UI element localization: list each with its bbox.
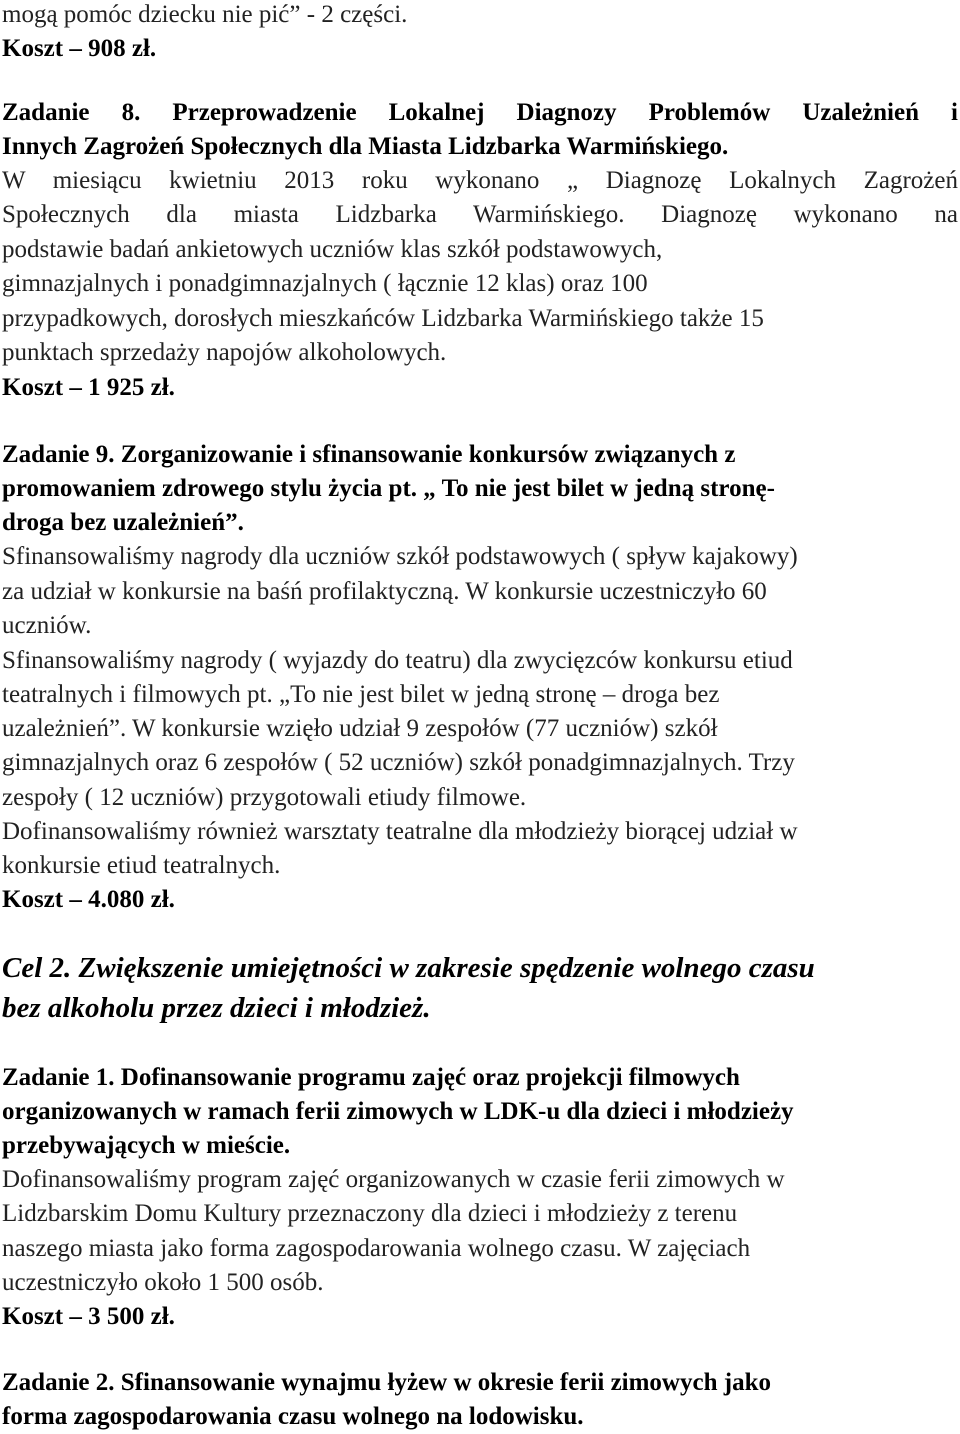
- text-line: teatralnych i filmowych pt. „To nie jest bilet w jedną stronę – droga bez: [2, 681, 720, 708]
- text-line: uczniów.: [2, 612, 92, 639]
- task-heading: Zadanie 2. Sfinansowanie wynajmu łyżew w okresie ferii zimowych jako: [2, 1369, 771, 1396]
- text-line: mogą pomóc dziecku nie pić” - 2 części.: [2, 1, 408, 28]
- task-heading: Innych Zagrożeń Społecznych dla Miasta Lidzbarka Warmińskiego.: [2, 133, 729, 160]
- goal-heading: Cel 2. Zwiększenie umiejętności w zakresie spędzenie wolnego czasu: [2, 952, 815, 984]
- task-heading: forma zagospodarowania czasu wolnego na lodowisku.: [2, 1403, 584, 1430]
- cost-line: Koszt – 3 500 zł.: [2, 1303, 175, 1330]
- task-heading: przebywających w mieście.: [2, 1132, 291, 1159]
- text-line: punktach sprzedaży napojów alkoholowych.: [2, 339, 447, 366]
- task-heading: Zadanie 1. Dofinansowanie programu zajęć oraz projekcji filmowych: [2, 1064, 740, 1091]
- text-line: W miesiącu kwietniu 2013 roku wykonano „ Diagnozę Lokalnych Zagrożeń: [2, 167, 958, 194]
- task-heading: droga bez uzależnień”.: [2, 509, 244, 536]
- task-heading: Zadanie 8. Przeprowadzenie Lokalnej Diagnozy Problemów Uzależnień i: [2, 99, 958, 126]
- text-line: Społecznych dla miasta Lidzbarka Warmińskiego. Diagnozę wykonano na: [2, 201, 958, 228]
- text-line: Dofinansowaliśmy program zajęć organizowanych w czasie ferii zimowych w: [2, 1166, 785, 1193]
- cost-line: Koszt – 1 925 zł.: [2, 374, 175, 401]
- text-line: uzależnień”. W konkursie wzięło udział 9 zespołów (77 uczniów) szkół: [2, 715, 718, 742]
- cost-line: Koszt – 908 zł.: [2, 35, 157, 62]
- text-line: Lidzbarskim Domu Kultury przeznaczony dla dzieci i młodzieży z terenu: [2, 1200, 738, 1227]
- text-line: gimnazjalnych i ponadgimnazjalnych ( łącznie 12 klas) oraz 100: [2, 270, 648, 297]
- text-line: podstawie badań ankietowych uczniów klas szkół podstawowych,: [2, 236, 663, 263]
- text-line: Sfinansowaliśmy nagrody dla uczniów szkół podstawowych ( spływ kajakowy): [2, 543, 798, 570]
- cost-line: Koszt – 4.080 zł.: [2, 886, 175, 913]
- text-line: uczestniczyło około 1 500 osób.: [2, 1269, 324, 1296]
- text-line: Dofinansowaliśmy również warsztaty teatralne dla młodzieży biorącej udział w: [2, 818, 798, 845]
- task-heading: organizowanych w ramach ferii zimowych w LDK-u dla dzieci i młodzieży: [2, 1098, 794, 1125]
- text-line: za udział w konkursie na baśń profilaktyczną. W konkursie uczestniczyło 60: [2, 578, 767, 605]
- task-heading: Zadanie 9. Zorganizowanie i sfinansowanie konkursów związanych z: [2, 441, 736, 468]
- text-line: gimnazjalnych oraz 6 zespołów ( 52 uczniów) szkół ponadgimnazjalnych. Trzy: [2, 749, 795, 776]
- text-line: przypadkowych, dorosłych mieszkańców Lidzbarka Warmińskiego także 15: [2, 305, 764, 332]
- goal-heading: bez alkoholu przez dzieci i młodzież.: [2, 992, 431, 1024]
- text-line: zespoły ( 12 uczniów) przygotowali etiudy filmowe.: [2, 784, 527, 811]
- text-line: naszego miasta jako forma zagospodarowania wolnego czasu. W zajęciach: [2, 1235, 751, 1262]
- task-heading: promowaniem zdrowego stylu życia pt. „ To nie jest bilet w jedną stronę-: [2, 475, 775, 502]
- text-line: Sfinansowaliśmy nagrody ( wyjazdy do teatru) dla zwycięzców konkursu etiud: [2, 647, 793, 674]
- text-line: konkursie etiud teatralnych.: [2, 852, 281, 879]
